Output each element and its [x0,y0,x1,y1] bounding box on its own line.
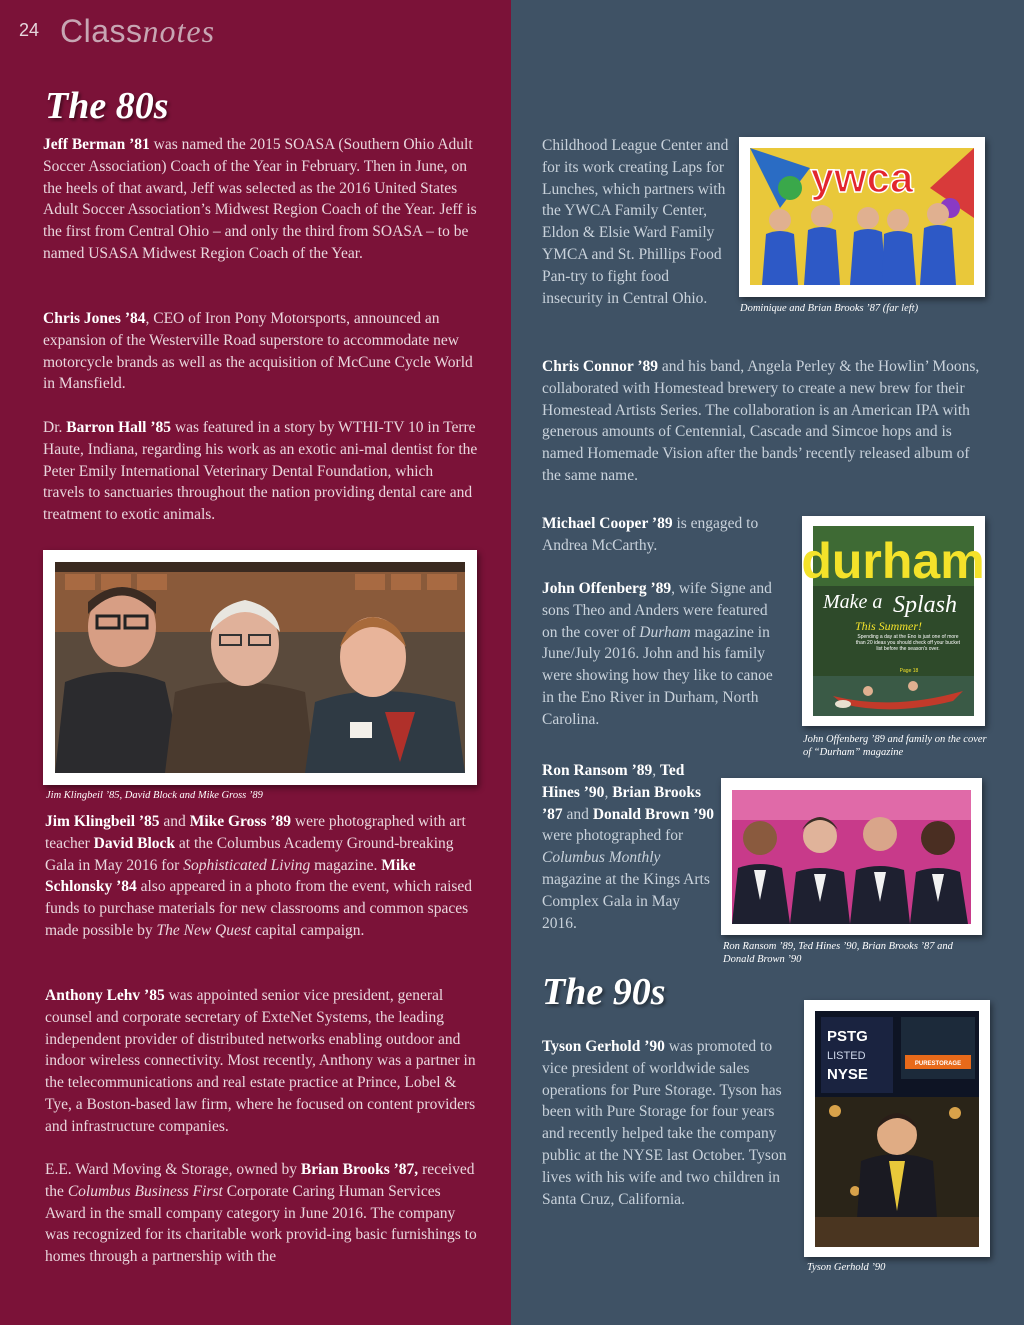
photo-image-nyse-floor [815,1011,979,1247]
note-gala-group: Ron Ransom ’89, Ted Hines ’90, Brian Brooks ’87 and Donald Brown ’90 were photographed for Columbus Monthly magazine at the Kings Arts Complex Gala in May 2016. [542,762,714,932]
durham-headline-1: Make a [823,591,883,613]
note-chris-connor: Chris Connor ’89 and his band, Angela Perley & the Howlin’ Moons, collaborated with Homestead brewery to create a new brew for their Homestead Artists Series. The collaboration is an American IPA with generous amounts of Centennial, Cascade and Simcoe hops and is named Homemade Vision after the bands’ recently released album of the same name. [542,358,980,484]
photo-ywca-brooks [739,137,985,297]
nyse-screen-text: PURESTORAGE [914,1061,962,1067]
nyse-exchange-text: NYSE [827,1066,868,1083]
note-tyson-gerhold: Tyson Gerhold ’90 was promoted to vice president of worldwide sales operations for Pure Storage. Tyson has been with Pure Storage for four years and recently helped take the company public at the NYSE last October. Tyson lives with his wife and two children in Santa Cruz, California. [542,1038,787,1208]
caption-nyse-photo: Tyson Gerhold ’90 [807,1262,886,1273]
ywca-sign-text: ywca [810,154,914,201]
note-continued-laps-for-lunches: Childhood League Center and for its work creating Laps for Lunches, which partners with the YWCA Family Center, Eldon & Elsie Ward Family YMCA and St. Phillips Food Pan-try to fight food insecurity in Central Ohio. [542,137,729,307]
caption-klingbeil-photo: Jim Klingbeil ’85, David Block and Mike Gross ’89 [46,790,263,801]
note-klingbeil-gross: Jim Klingbeil ’85 and Mike Gross ’89 were photographed with art teacher David Block at the Columbus Academy Ground-breaking Gala in May 2016 for Sophisticated Living magazine. Mike Schlonsky ’84 also appeared in a photo from the event, which raised funds to purchase materials for new classrooms and common spaces made possible by The New Quest capital campaign. [45,813,473,939]
durham-magazine-cover [801,526,985,716]
photo-kings-arts-gala [721,778,982,935]
left-column [0,0,511,1325]
note-brian-brooks-ward: E.E. Ward Moving & Storage, owned by Brian Brooks ’87, received the Columbus Business First Corporate Caring Human Services Award in the small company category in June 2016. The company was recognized for its charitable work provid-ing basic furnishings to homes through a partnership with the [45,1161,477,1266]
durham-masthead: durham [801,533,985,589]
note-jeff-berman: Jeff Berman ’81 was named the 2015 SOASA (Southern Ohio Adult Soccer Association) Coach of the Year in February. Then in June, on the heels of that award, Jeff was selected as the 2016 United States Adult Soccer Association’s Midwest Region Coach of the Year. Jeff is the first from Central Ohio – and only the third from SOASA – to be named USASA Midwest Region Coach of the Year. [43,136,477,262]
note-anthony-lehv: Anthony Lehv ’85 was appointed senior vice president, general counsel and corporate secretary of ExteNet Systems, the leading independent provider of distributed networks enabling outdoor and indoor wireless connectivity. Most recently, Anthony was a partner in the telecommunications and real estate practice at Prince, Lobel & Tye, a Boston-based law firm, where he focused on content providers and infrastructure companies. [45,987,476,1135]
section-title-word1: Class [60,13,143,49]
nyse-listed-text: LISTED [827,1050,866,1062]
caption-gala-photo: Ron Ransom ’89, Ted Hines ’90, Brian Brooks ’87 and Donald Brown ’90 [723,941,953,965]
photo-image-three-men [55,562,465,773]
page-number: 24 [19,20,40,40]
caption-durham-photo: John Offenberg ’89 and family on the cover of “Durham” magazine [803,734,987,758]
caption-ywca-photo: Dominique and Brian Brooks ’87 (far left) [740,303,919,314]
photo-image-gala-group [732,790,971,924]
section-title-word2: notes [142,13,216,49]
durham-page-ref: Page 18 [899,668,919,674]
section-title [60,13,215,50]
nyse-ticker-text: PSTG [827,1028,868,1045]
photo-klingbeil-block-gross [43,550,477,785]
note-chris-jones: Chris Jones ’84, CEO of Iron Pony Motorsports, announced an expansion of the Westerville Road superstore to accommodate new motorcycle brands as well as the acquisition of McCune Cycle World in Mansfield. [43,310,473,393]
right-column [511,0,1024,1325]
durham-blurb: Spending a day at the Eno is just one of more than 20 ideas you should check off your bucket list before the season's over. [855,634,961,652]
photo-tyson-nyse [804,1000,990,1257]
note-john-offenberg: John Offenberg ’89, wife Signe and sons Theo and Anders were featured on the cover of Durham magazine in June/July 2016. John and his family were showing how they like to canoe in the Eno River in Durham, North Carolina. [542,580,773,728]
note-barron-hall: Dr. Barron Hall ’85 was featured in a story by WTHI-TV 10 in Terre Haute, Indiana, regarding his work as an exotic ani-mal dentist for the Peter Emily International Veterinary Dental Foundation, which travels to sanctuaries throughout the nation providing dental care and treatment to exotic animals. [43,419,478,524]
note-michael-cooper: Michael Cooper ’89 is engaged to Andrea McCarthy. [542,515,759,554]
heading-90s: The 90s [542,971,666,1013]
heading-80s: The 80s [45,85,169,127]
photo-durham-cover [802,516,985,726]
durham-headline-3: This Summer! [855,619,923,633]
durham-blurb-box [853,634,963,666]
photo-image-ywca-group [750,148,974,285]
durham-headline-2: Splash [893,592,958,618]
